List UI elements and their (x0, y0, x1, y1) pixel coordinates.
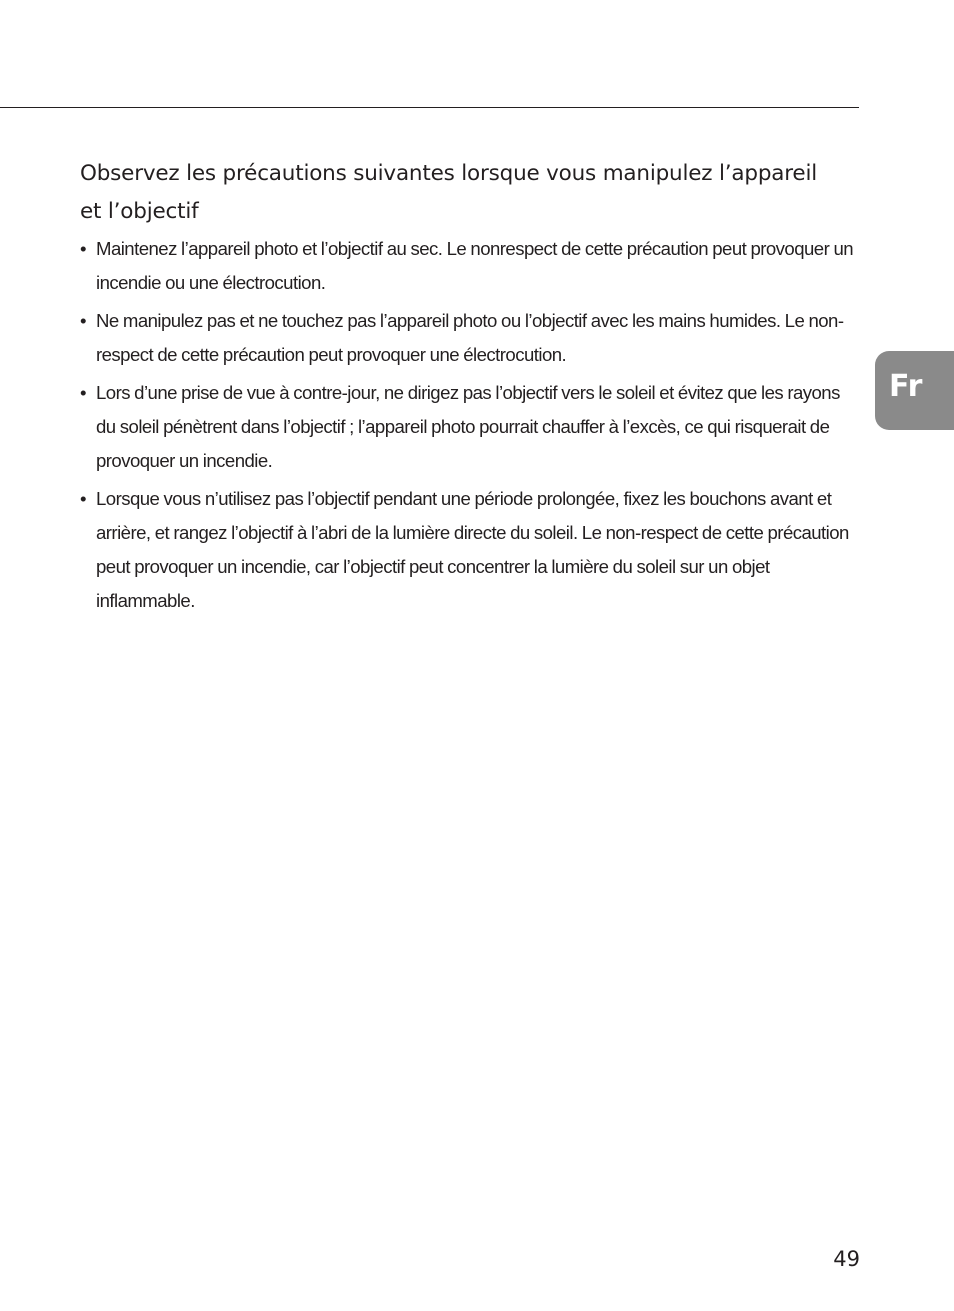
list-item-text: Ne manipulez pas et ne touchez pas l’appareil photo ou l’objectif avec les mains humides. Le non-respect de cette précaution peut provoquer une électrocution. (96, 310, 844, 365)
list-item (80, 304, 860, 372)
precautions-list (80, 232, 860, 622)
language-tab-label: Fr (889, 369, 923, 404)
section-title: Observez les précautions suivantes lorsque vous manipulez l’appareil et l’objectif (80, 161, 818, 224)
list-item-text: Maintenez l’appareil photo et l’objectif au sec. Le nonrespect de cette précaution peut provoquer un incendie ou une électrocution. (96, 238, 854, 293)
bullet-icon: • (80, 382, 86, 403)
bullet-icon: • (80, 310, 86, 331)
list-item (80, 376, 860, 478)
list-item-text: Lorsque vous n’utilisez pas l’objectif pendant une période prolongée, fixez les bouchons avant et arrière, et rangez l’objectif à l’abri de la lumière directe du soleil. Le non-respect de cette précaution peut provoquer un incendie, car l’objectif peut concentrer la lumière du soleil sur un objet inflammable. (96, 488, 849, 611)
list-item (80, 482, 860, 618)
bullet-icon: • (80, 488, 86, 509)
page-number: 49 (833, 1247, 860, 1271)
header-rule (0, 107, 859, 108)
language-tab (875, 351, 954, 430)
bullet-icon: • (80, 238, 86, 259)
list-item (80, 232, 860, 300)
list-item-text: Lors d’une prise de vue à contre-jour, ne dirigez pas l’objectif vers le soleil et évitez que les rayons du soleil pénètrent dans l’objectif ; l’appareil photo pourrait chauffer à l’excès, ce qui risquerait de provoquer un incendie. (96, 382, 840, 471)
